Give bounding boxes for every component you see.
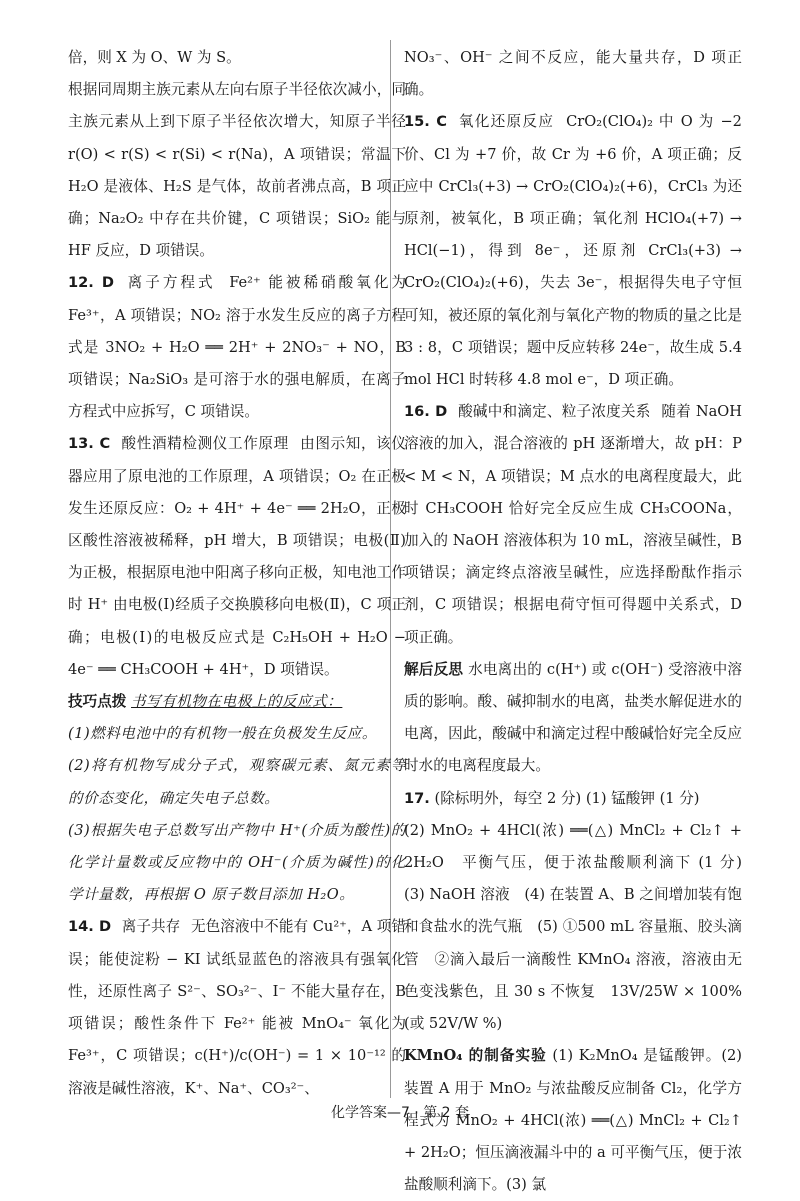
q15-topic: 氧化还原反应 (458, 113, 555, 131)
q14-explanation: 无色溶液中不能有 Cu²⁺，A 项错误；能使淀粉 − KI 试纸显蓝色的溶液具有强氧化性，还原性离子 S²⁻、SO₃²⁻、I⁻ 不能大量存在，B 项错误；酸性条件下 Fe²⁺ 能被 MnO₄⁻ 氧化为 Fe³⁺，C 项错误；c(H⁺)/c(OH⁻) = 1 × 10⁻¹² 的溶液是碱性溶液，K⁺、Na⁺、CO₃²⁻、 (68, 918, 407, 1097)
tip-title: 技巧点拨 (68, 693, 127, 711)
q17-number: 17. (404, 789, 430, 807)
tip-subtitle: 书写有机物在电极上的反应式： (131, 693, 343, 711)
q13-number: 13. C (68, 435, 111, 453)
reflection-body: 水电离出的 c(H⁺) 或 c(OH⁻) 受溶液中溶质的影响。酸、碱抑制水的电离，盐类水解促进水的电离，因此，酸碱中和滴定过程中酸碱恰好完全反应时水的电离程度最大。 (404, 660, 742, 775)
q15-number: 15. C (404, 113, 447, 131)
reflection-block (404, 654, 742, 783)
q14-topic: 离子共存 (121, 918, 181, 936)
page-footer: 化学答案—7 · 第 2 套 (330, 1105, 470, 1121)
q16-topic: 酸碱中和滴定、粒子浓度关系 (458, 403, 651, 421)
tip-header (68, 686, 406, 718)
tip-item-3: (3)根据失电子总数写出产物中 H⁺(介质为酸性)的化学计量数或反应物中的 OH⁻(介质为碱性)的化学计量数，再根据 O 原子数目添加 H₂O。 (68, 821, 406, 904)
q16-number: 16. D (404, 403, 448, 421)
right-column (404, 42, 757, 1201)
q16-block (404, 396, 742, 654)
q11-tail: 倍，则 X 为 O、W 为 S。 (68, 49, 241, 66)
tip-item-2: (2)将有机物写成分子式，观察碳元素、氮元素等的价态变化，确定失电子总数。 (68, 757, 406, 807)
q13-topic: 酸性酒精检测仪工作原理 (121, 435, 289, 453)
q14-tail: NO₃⁻、OH⁻ 之间不反应，能大量共存，D 项正确。 (404, 49, 742, 99)
left-column (68, 42, 406, 1105)
q14-number: 14. D (68, 918, 112, 936)
q12-topic: 离子方程式 (127, 274, 216, 292)
q17-answer-1: (除标明外，每空 2 分) (1) 锰酸钾 (1 分) (434, 789, 700, 807)
q12-explanation: Fe²⁺ 能被稀硝酸氧化为 Fe³⁺，A 项错误；NO₂ 溶于水发生反应的离子方程式是 3NO₂ + H₂O ══ 2H⁺ + 2NO₃⁻ + NO，B 项错误；Na₂SiO₃ 是可溶于水的强电解质，在离子方程式中应拆写，C 项错误。 (68, 274, 406, 421)
q17-explanation: (1) K₂MnO₄ 是锰酸钾。(2) 装置 A 用于 MnO₂ 与浓盐酸反应制备 Cl₂，化学方程式为 MnO₂ + 4HCl(浓) ══(△) MnCl₂ + Cl₂↑ + 2H₂O；恒压滴液漏斗中的 a 可平衡气压，便于浓盐酸顺利滴下。(3) 氯 (404, 1047, 742, 1194)
q13-block (68, 428, 406, 686)
q15-block (404, 106, 742, 396)
q17-block (404, 783, 742, 815)
q14-block (68, 911, 406, 1104)
q17-answers: (2) MnO₂ + 4HCl(浓) ══(△) MnCl₂ + Cl₂↑ + 2H₂O 平衡气压，便于浓盐酸顺利滴下 (1 分) (3) NaOH 溶液 (4) 在装置 A、B 之间增加装有饱和食盐水的洗气瓶 (5) ①500 mL 容量瓶、胶头滴管 ②滴入最后一滴酸性 KMnO₄ 溶液，溶液由无色变浅紫色，且 30 s 不恢复 13V/25W × 100% (或 52V/W %) (404, 821, 757, 1033)
q12-block (68, 267, 406, 428)
q11-explanation: 根据同周期主族元素从左向右原子半径依次减小，同主族元素从上到下原子半径依次增大，知原子半径 r(O) < r(S) < r(Si) < r(Na)，A 项错误；常温下 H₂O 是液体、H₂S 是气体，故前者沸点高，B 项正确；Na₂O₂ 中存在共价键，C 项错误；SiO₂ 能与 HF 反应，D 项错误。 (68, 81, 406, 260)
q17-exp-title: KMnO₄ 的制备实验 (404, 1047, 547, 1065)
q12-number: 12. D (68, 274, 115, 292)
tip-item-1: (1)燃料电池中的有机物一般在负极发生反应。 (68, 725, 377, 743)
q13-explanation: 由图示知，该仪器应用了原电池的工作原理，A 项错误；O₂ 在正极发生还原反应：O₂ + 4H⁺ + 4e⁻ ══ 2H₂O，正极区酸性溶液被稀释，pH 增大，B 项错误；电极(Ⅱ)为正极，根据原电池中阳离子移向正极，知电池工作时 H⁺ 由电极(Ⅰ)经质子交换膜移向电极(Ⅱ)，C 项正确；电极(Ⅰ)的电极反应式是 C₂H₅OH + H₂O − 4e⁻ ══ CH₃COOH + 4H⁺，D 项错误。 (68, 435, 406, 678)
q15-explanation: CrO₂(ClO₄)₂ 中 O 为 −2 价、Cl 为 +7 价，故 Cr 为 +6 价，A 项正确；反应中 CrCl₃(+3) → CrO₂(ClO₄)₂(+6)，CrCl₃ 为还原剂，被氧化，B 项正确；氧化剂 HClO₄(+7) → HCl(−1)，得到 8e⁻，还原剂 CrCl₃(+3) → CrO₂(ClO₄)₂(+6)，失去 3e⁻，根据得失电子守恒可知，被还原的氧化剂与氧化产物的物质的量之比是 3 : 8，C 项错误；题中反应转移 24e⁻，故生成 5.4 mol HCl 时转移 4.8 mol e⁻，D 项正确。 (404, 113, 742, 389)
q16-explanation: 随着 NaOH 溶液的加入，混合溶液的 pH 逐渐增大，故 pH：P < M < N，A 项错误；M 点水的电离程度最大，此时 CH₃COOH 恰好完全反应生成 CH₃COONa，加入的 NaOH 溶液体积为 10 mL，溶液呈碱性，B 项错误；滴定终点溶液呈碱性，应选择酚酞作指示剂，C 项错误；根据电荷守恒可得题中关系式，D 项正确。 (404, 403, 742, 646)
reflection-title: 解后反思 (404, 660, 464, 678)
